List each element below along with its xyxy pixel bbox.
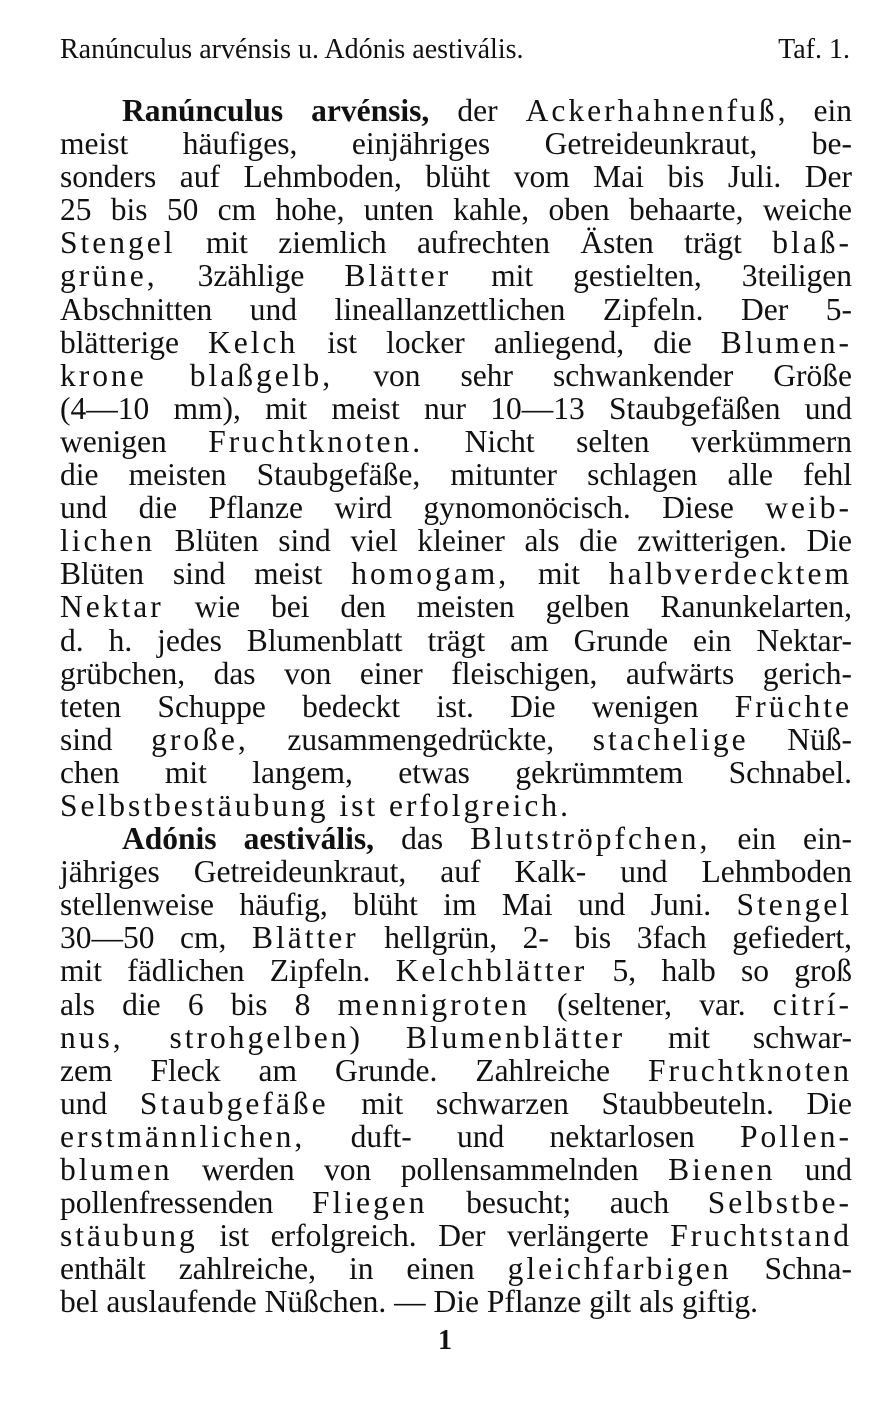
- text-run: teten Schuppe bedeckt ist. Die wenigen: [60, 688, 735, 724]
- spaced-term: Blätter: [251, 920, 359, 956]
- spaced-term: Kelchblätter: [395, 953, 588, 989]
- paragraph-2-line: [60, 822, 852, 855]
- paragraph-2-line: jähriges Getreideunkraut, auf Kalk- und Lehmboden: [60, 854, 852, 890]
- common-name-blutstroepfchen: Blutströpfchen,: [470, 821, 711, 857]
- spaced-term: Fruchtknoten: [648, 1052, 852, 1088]
- spaced-term: weib-: [765, 490, 852, 526]
- spaced-term: Selbstbestäubung ist erfolgreich.: [60, 787, 572, 823]
- spaced-term: Früchte: [734, 688, 852, 724]
- species-name-ranunculus: Ranúnculus arvénsis,: [122, 93, 430, 128]
- text-run: ein ein-: [710, 821, 852, 857]
- paragraph-2-line: [60, 1219, 852, 1252]
- text-run: Nicht selten verkümmern: [423, 423, 852, 459]
- text-run: Blüten sind viel kleiner als die zwitterigen. Die: [154, 523, 852, 559]
- text-run: mit gestielten, 3teiligen: [451, 258, 852, 294]
- paragraph-1-line: [60, 226, 852, 259]
- spaced-term: blumen: [60, 1152, 173, 1187]
- paragraph-2-line: [60, 1186, 852, 1219]
- paragraph-1-line: [60, 359, 852, 392]
- spaced-term: Stengel: [60, 225, 176, 261]
- paragraph-2-line: [60, 1021, 852, 1054]
- body-text: [60, 94, 852, 1318]
- spaced-term: Fliegen: [312, 1185, 428, 1221]
- text-run: 3zählige: [157, 258, 345, 294]
- text-run: [363, 1020, 406, 1055]
- text-run: ist locker anliegend, die: [298, 324, 721, 360]
- paragraph-1-line: [60, 94, 852, 127]
- paragraph-2-line: [60, 921, 852, 954]
- plate-number: Taf. 1.: [778, 34, 850, 65]
- text-run: mit fädlichen Zipfeln.: [60, 953, 396, 989]
- spaced-term: gleichfarbigen: [507, 1251, 732, 1287]
- spaced-term: grüne,: [60, 258, 158, 294]
- paragraph-1-line: die meisten Staubgefäße, mitunter schlagen alle fehl: [60, 457, 852, 493]
- text-run: blätterige: [60, 324, 208, 360]
- paragraph-1-line: 25 bis 50 cm hohe, unten kahle, oben behaarte, weiche: [60, 192, 852, 228]
- spaced-term: Nektar: [60, 589, 164, 625]
- spaced-term: stäubung: [60, 1218, 198, 1254]
- text-run: mit schwar-: [625, 1019, 852, 1055]
- paragraph-1-line: [60, 326, 852, 359]
- text-run: von sehr schwankender Größe: [333, 357, 852, 393]
- paragraph-2-line: [60, 1153, 852, 1186]
- spaced-term: große,: [151, 721, 249, 757]
- paragraph-2-line: [60, 988, 852, 1021]
- spaced-term: erstmännlichen,: [60, 1118, 306, 1154]
- paragraph-2-line: [60, 1120, 852, 1153]
- spaced-term: Bienen: [668, 1152, 776, 1187]
- species-name-adonis: Adónis aestivális,: [122, 821, 375, 857]
- text-run: sind: [60, 721, 152, 757]
- text-run: enthält zahlreiche, in einen: [60, 1251, 508, 1287]
- text-run: und die Pflanze wird gynomonöcisch. Diese: [60, 490, 766, 526]
- text-run: 5, halb so groß: [587, 953, 852, 989]
- spaced-term: Fruchtknoten.: [208, 423, 424, 459]
- text-run: (seltener, var.: [529, 986, 773, 1022]
- paragraph-1-line: meist häufiges, einjähriges Getreideunkraut, be-: [60, 126, 852, 162]
- text-run: hellgrün, 2- bis 3fach gefiedert,: [358, 920, 852, 956]
- spaced-term: nus, strohgelben): [60, 1019, 363, 1055]
- text-run: Schna-: [731, 1251, 852, 1287]
- spaced-term: homogam,: [351, 556, 510, 592]
- text-run: das: [374, 821, 471, 857]
- text-run: mit: [509, 556, 609, 592]
- spaced-term: lichen: [60, 523, 155, 559]
- text-run: zusammengedrückte,: [248, 721, 593, 757]
- paragraph-2-line: [60, 1087, 852, 1120]
- paragraph-1-line: Abschnitten und lineallanzettlichen Zipfeln. Der 5-: [60, 291, 852, 327]
- text-run: Nüß-: [748, 721, 852, 757]
- spaced-term: halbverdecktem: [608, 556, 852, 592]
- spaced-term: Blumen-: [720, 324, 852, 360]
- common-name-ackerhahnenfuss: Ackerhahnenfuß: [525, 93, 778, 128]
- paragraph-1-line: [60, 690, 852, 723]
- spaced-term: krone blaßgelb,: [60, 357, 334, 393]
- text-run: mit ziemlich aufrechten Ästen trägt: [175, 225, 773, 261]
- running-head: [60, 30, 850, 70]
- text-run: 30—50 cm,: [60, 920, 252, 956]
- paragraph-1-line: grübchen, das von einer fleischigen, aufwärts gerich-: [60, 655, 852, 691]
- paragraph-1-line: d. h. jedes Blumenblatt trägt am Grunde ein Nektar-: [60, 622, 852, 658]
- spaced-term: stachelige: [592, 721, 749, 757]
- text-run: , ein: [777, 93, 852, 128]
- paragraph-2-line: [60, 954, 852, 987]
- text-run: als die 6 bis 8: [60, 986, 338, 1022]
- paragraph-1-line: [60, 723, 852, 756]
- paragraph-1-line: chen mit langem, etwas gekrümmtem Schnabel.: [60, 754, 852, 790]
- text-run: und: [60, 1085, 140, 1121]
- paragraph-1-line: [60, 524, 852, 557]
- text-run: stellenweise häufig, blüht im Mai und Juni.: [60, 887, 737, 923]
- spaced-term: Blätter: [344, 258, 452, 294]
- text-run: wenigen: [60, 423, 209, 459]
- spaced-term: citrí-: [772, 986, 852, 1022]
- paragraph-1-line: [60, 491, 852, 524]
- spaced-term: Fruchtstand: [670, 1218, 852, 1254]
- paragraph-1-line: [60, 590, 852, 623]
- spaced-term: blaß-: [772, 225, 852, 261]
- running-head-title: Ranúnculus arvénsis u. Adónis aestivális.: [60, 34, 524, 65]
- spaced-term: Kelch: [208, 324, 299, 360]
- text-run: duft- und nektarlosen: [305, 1118, 740, 1154]
- spaced-term: Blumenblätter: [405, 1019, 626, 1055]
- spaced-term: Stengel: [736, 887, 852, 923]
- paragraph-1-line: [60, 425, 852, 458]
- text-run: und: [775, 1152, 852, 1187]
- text-run: wie bei den meisten gelben Ranunkelarten,: [163, 589, 852, 625]
- text-run: mit schwarzen Staubbeuteln. Die: [328, 1085, 852, 1121]
- text-run: pollenfressenden: [60, 1185, 313, 1221]
- text-run: ist erfolgreich. Der verlängerte: [197, 1218, 671, 1254]
- text-run: werden von pollensammelnden: [172, 1152, 669, 1187]
- text-run: Blüten sind meist: [60, 556, 352, 592]
- spaced-term: Pollen-: [740, 1118, 852, 1154]
- text-run: der: [429, 93, 526, 128]
- paragraph-1-line: (4—10 mm), mit meist nur 10—13 Staubgefäßen und: [60, 390, 852, 426]
- text-run: besucht; auch: [427, 1185, 708, 1221]
- page-number: 1: [438, 1325, 452, 1356]
- spaced-term: Staubgefäße: [139, 1085, 329, 1121]
- text-run: zem Fleck am Grunde. Zahlreiche: [60, 1052, 649, 1088]
- paragraph-1-line: [60, 789, 852, 822]
- paragraph-1-line: sonders auf Lehmboden, blüht vom Mai bis Juli. Der: [60, 159, 852, 195]
- paragraph-2-line: [60, 888, 852, 921]
- paragraph-1-line: [60, 259, 852, 292]
- paragraph-2-line: [60, 1054, 852, 1087]
- spaced-term: Selbstbe-: [707, 1185, 852, 1221]
- paragraph-2-line: bel auslaufende Nüßchen. — Die Pflanze gilt als giftig.: [60, 1284, 759, 1320]
- paragraph-2-line: [60, 1252, 852, 1285]
- spaced-term: mennigroten: [337, 986, 530, 1022]
- paragraph-1-line: [60, 557, 852, 590]
